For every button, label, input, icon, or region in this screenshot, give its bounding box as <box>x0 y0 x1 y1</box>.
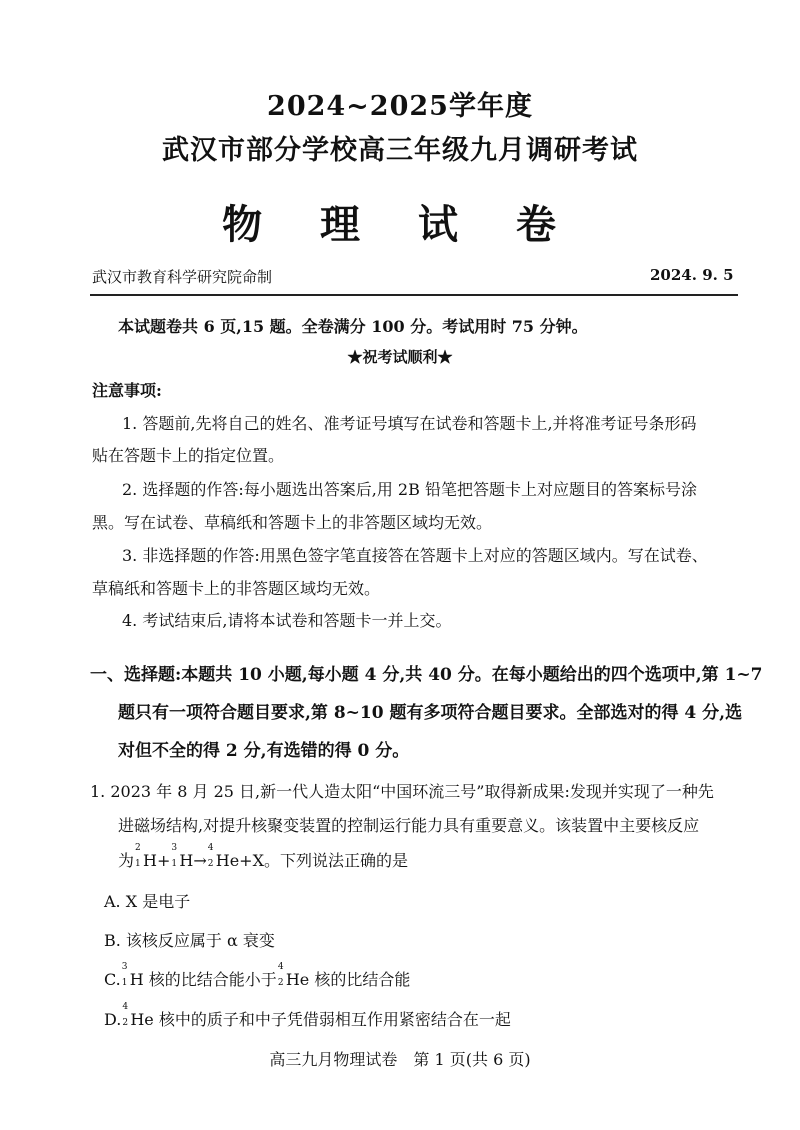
question-stem: 进磁场结构,对提升核聚变装置的控制运行能力具有重要意义。该装置中主要核反应 <box>118 816 700 835</box>
tritium-nuclide: 3 1 <box>171 843 178 869</box>
helium-nuclide: 4 2 <box>207 843 214 869</box>
page-footer: 高三九月物理试卷 第 1 页(共 6 页) <box>269 1050 531 1069</box>
reaction-equation: 为 2 1 H+ 3 1 H→ 4 2 He+X。下列说法正确的是 <box>118 843 408 870</box>
blessing: ★祝考试顺利★ <box>347 348 453 366</box>
section-instructions: 题只有一项符合题目要求,第 8~10 题有多项符合题目要求。全部选对的得 4 分,选 <box>118 703 743 723</box>
note-item: 黑。写在试卷、草稿纸和答题卡上的非答题区域均无效。 <box>92 513 493 532</box>
note-item: 贴在答题卡上的指定位置。 <box>92 446 285 465</box>
option-b: B. 该核反应属于 α 衰变 <box>104 931 275 950</box>
deuterium-nuclide: 2 1 <box>135 843 141 869</box>
paper-summary: 本试题卷共 6 页,15 题。全卷满分 100 分。考试用时 75 分钟。 <box>118 317 588 336</box>
note-item: 2. 选择题的作答:每小题选出答案后,用 2B 铅笔把答题卡上对应题目的答案标号涂 <box>122 480 697 499</box>
tritium-nuclide: 3 1 <box>121 962 128 988</box>
eq-prefix: 为 <box>118 851 135 870</box>
note-item: 4. 考试结束后,请将本试卷和答题卡一并上交。 <box>122 611 452 630</box>
notes-heading: 注意事项: <box>92 381 162 400</box>
section-instructions: 对但不全的得 2 分,有选错的得 0 分。 <box>118 741 410 761</box>
question-stem: 1. 2023 年 8 月 25 日,新一代人造太阳“中国环流三号”取得新成果:发现并实现了一种先 <box>90 782 714 801</box>
option-c: C. 3 1 H 核的比结合能小于 4 2 He 核的比结合能 <box>104 962 411 989</box>
exam-year: 2024~2025学年度 <box>267 91 533 122</box>
option-a: A. X 是电子 <box>104 892 191 911</box>
issuer: 武汉市教育科学研究院命制 <box>92 268 273 286</box>
note-item: 草稿纸和答题卡上的非答题区域均无效。 <box>92 579 381 598</box>
exam-name: 武汉市部分学校高三年级九月调研考试 <box>162 135 638 166</box>
option-d: D. 4 2 He 核中的质子和中子凭借弱相互作用紧密结合在一起 <box>104 1002 511 1029</box>
note-item: 3. 非选择题的作答:用黑色签字笔直接答在答题卡上对应的答题区域内。写在试卷、 <box>122 546 708 565</box>
exam-date: 2024. 9. 5 <box>650 266 734 284</box>
helium-nuclide: 4 2 <box>122 1002 129 1028</box>
header-rule <box>90 294 738 296</box>
note-item: 1. 答题前,先将自己的姓名、准考证号填写在试卷和答题卡上,并将准考证号条形码 <box>122 414 697 433</box>
reaction-arrow: → <box>193 851 207 870</box>
helium-nuclide: 4 2 <box>277 962 284 988</box>
section-instructions: 一、选择题:本题共 10 小题,每小题 4 分,共 40 分。在每小题给出的四个选项中,第 1~7 <box>90 665 763 685</box>
subject-title: 物 理 试 卷 <box>222 201 578 248</box>
